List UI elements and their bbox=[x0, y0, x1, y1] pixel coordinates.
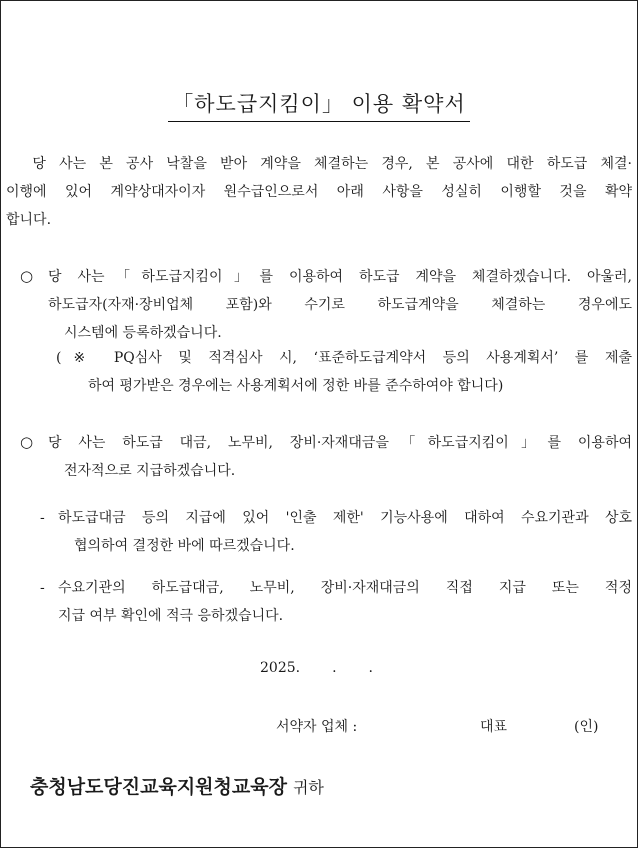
item1-line: 하도급자(자재·장비업체 포함)와 수기로 하도급계약을 체결하는 경우에도 bbox=[48, 297, 632, 313]
representative-label: 대표 bbox=[480, 719, 508, 735]
addressee-suffix: 귀하 bbox=[292, 778, 324, 797]
document-title: 「하도급지킴이」 이용 확약서 bbox=[0, 88, 638, 122]
sub2-paragraph bbox=[58, 574, 632, 630]
date-line bbox=[260, 660, 373, 676]
item1-paragraph bbox=[48, 263, 632, 347]
item2-bullet: ○ bbox=[20, 433, 34, 451]
intro-paragraph bbox=[6, 150, 632, 234]
sub1-line: 하도급대금 등의 지급에 있어 '인출 제한' 기능사용에 대하여 수요기관과 상호 bbox=[58, 510, 632, 526]
note-line: 하여 평가받은 경우에는 사용계획서에 정한 바를 준수하여야 합니다) bbox=[88, 378, 504, 394]
sub1-dash: - bbox=[40, 510, 45, 526]
sub2-line: 지급 여부 확인에 적극 응하겠습니다. bbox=[58, 608, 284, 624]
date-day-dot: . bbox=[368, 660, 373, 676]
date-year: 2025. bbox=[260, 660, 301, 676]
sub2-line: 수요기관의 하도급대금, 노무비, 장비·자재대금의 직접 지급 또는 적정 bbox=[58, 580, 632, 596]
item1-line: 당 사는「하도급지킴이」를 이용하여 하도급 계약을 체결하겠습니다. 아울러, bbox=[48, 269, 632, 285]
date-month-dot: . bbox=[332, 660, 337, 676]
sub1-line: 협의하여 결정한 바에 따르겠습니다. bbox=[74, 538, 295, 554]
sub2-dash: - bbox=[40, 580, 45, 596]
note-line: (※ PQ심사 및 적격심사 시, ‘표준하도급계약서 등의 사용계획서’ 를 제출 bbox=[56, 350, 632, 366]
item1-note bbox=[56, 344, 632, 400]
addressee bbox=[30, 772, 324, 799]
item2-paragraph bbox=[48, 429, 632, 485]
addressee-name: 충청남도당진교육지원청교육장 bbox=[30, 776, 287, 798]
item1-bullet: ○ bbox=[20, 267, 34, 285]
intro-line: 이행에 있어 계약상대자이자 원수급인으로서 아래 사항을 성실히 이행할 것을 확약 bbox=[6, 184, 632, 200]
seal-label: (인) bbox=[574, 719, 599, 735]
item1-line: 시스템에 등록하겠습니다. bbox=[64, 325, 222, 341]
item2-line: 당 사는 하도급 대금, 노무비, 장비·자재대금을「하도급지킴이」를 이용하여 bbox=[48, 435, 632, 451]
intro-line: 합니다. bbox=[6, 212, 52, 228]
sub1-paragraph bbox=[58, 504, 632, 560]
intro-line: 당 사는 본 공사 낙찰을 받아 계약을 체결하는 경우, 본 공사에 대한 하도급 체결· bbox=[6, 156, 632, 172]
item2-line: 전자적으로 지급하겠습니다. bbox=[64, 463, 236, 479]
signer-label: 서약자 업체 : bbox=[276, 719, 358, 735]
